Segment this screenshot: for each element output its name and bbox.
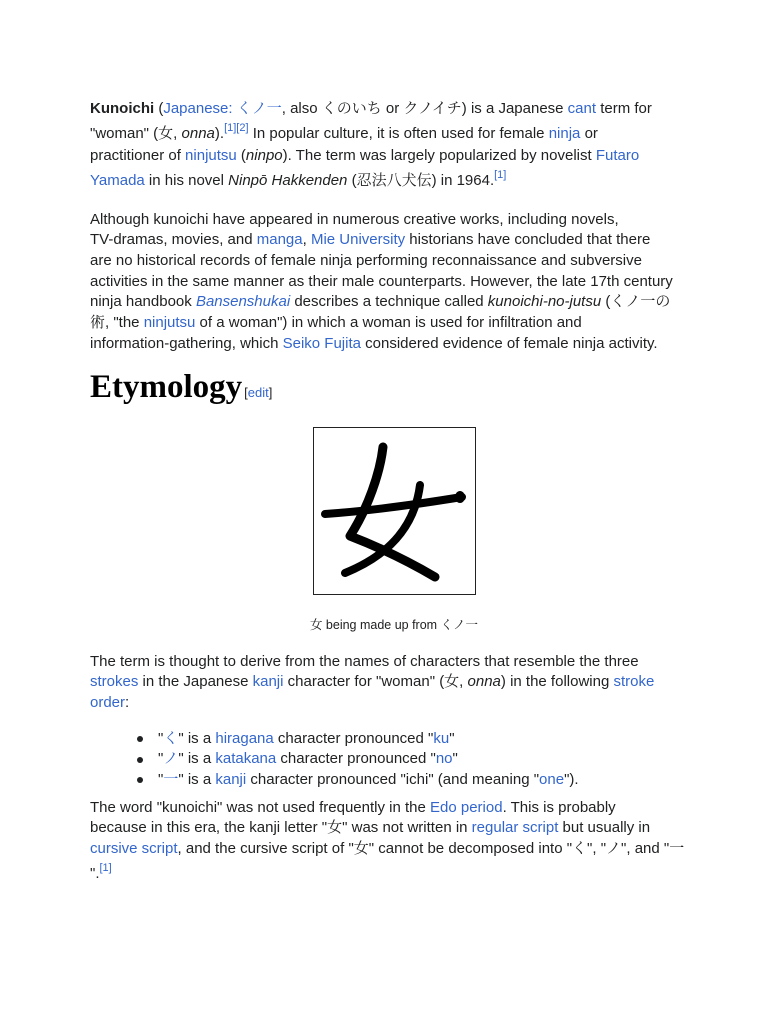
text-run: " xyxy=(452,750,458,768)
text-run: . This is probably xyxy=(502,798,616,816)
paragraph-etymology-lead xyxy=(90,652,654,714)
kanji-woman-drawing xyxy=(314,428,475,594)
text-line xyxy=(90,167,652,194)
link-ninjutsu[interactable]: ninjutsu xyxy=(143,314,196,332)
text-line xyxy=(90,119,652,146)
text-line xyxy=(90,693,654,714)
text-run: of a woman") in which a woman is used for infiltration and xyxy=(195,314,582,332)
link-kana[interactable]: ノ xyxy=(163,750,179,768)
text-line xyxy=(90,210,673,231)
link-regular-script[interactable]: regular script xyxy=(471,819,559,837)
citation-link[interactable]: [2] xyxy=(236,121,249,134)
text-run: or xyxy=(580,124,598,142)
italic-term: onna xyxy=(467,673,501,691)
text-line xyxy=(90,292,673,313)
article-subject: Kunoichi xyxy=(90,99,155,117)
text-line xyxy=(90,251,673,272)
link-kanji[interactable]: kanji xyxy=(215,771,247,789)
stroke-ichi-end xyxy=(455,491,465,503)
link-kana[interactable]: く xyxy=(163,729,179,747)
text-run: " xyxy=(158,750,164,768)
link-bansenshukai[interactable]: Bansenshukai xyxy=(195,293,291,311)
text-run: character pronounced " xyxy=(273,729,434,747)
text-run: "woman" (女, xyxy=(90,124,182,142)
text-run: character pronounced "ichi" (and meaning " xyxy=(246,771,540,789)
edit-link[interactable]: edit xyxy=(247,385,269,400)
link-hiragana[interactable]: hiragana xyxy=(215,729,274,747)
list-item xyxy=(158,749,579,770)
text-run: " is a xyxy=(178,729,216,747)
text-run: : xyxy=(125,694,130,712)
text-run: ninja handbook xyxy=(90,293,196,311)
text-line xyxy=(90,860,684,879)
text-run: considered evidence of female ninja activity. xyxy=(360,334,658,352)
text-run: describes a technique called xyxy=(290,293,488,311)
link-kana[interactable]: 一 xyxy=(163,771,179,789)
edit-bracket-close: ] xyxy=(268,385,273,400)
text-run: ". xyxy=(90,865,100,879)
italic-term: ninpo xyxy=(245,147,283,165)
text-run: " xyxy=(449,729,455,747)
text-run: ). The term was largely popularized by novelist xyxy=(282,147,596,165)
figure-image[interactable] xyxy=(313,427,476,595)
text-line xyxy=(90,839,684,860)
text-run: , xyxy=(302,231,311,249)
text-run: " xyxy=(158,771,164,789)
citation-link[interactable]: [1] xyxy=(494,169,507,182)
text-run: In popular culture, it is often used for female xyxy=(248,124,549,142)
link-manga[interactable]: manga xyxy=(256,231,303,249)
text-run: , and the cursive script of "女" cannot be decomposed into "く", "ノ", and "一 xyxy=(177,840,685,858)
figure-caption: 女 being made up from くノ一 xyxy=(309,618,479,632)
text-run: (くノ一の xyxy=(601,293,671,311)
list-item xyxy=(158,729,579,750)
text-run: practitioner of xyxy=(90,147,186,165)
text-run: "). xyxy=(564,771,579,789)
italic-term: onna xyxy=(181,124,215,142)
citation-link[interactable]: [1] xyxy=(99,862,112,874)
text-run: activities in the same manner as their male counterparts. However, the late 17th century xyxy=(90,272,673,290)
text-line xyxy=(90,99,652,120)
link-strokes[interactable]: strokes xyxy=(90,673,139,691)
link-futaro[interactable]: Futaro xyxy=(595,147,640,165)
text-run: The term is thought to derive from the names of characters that resemble the three xyxy=(90,652,639,670)
text-line xyxy=(90,818,684,839)
paragraph-history xyxy=(90,210,673,355)
link-katakana[interactable]: katakana xyxy=(215,750,277,768)
paragraph-intro xyxy=(90,99,652,194)
link-ku[interactable]: ku xyxy=(433,729,450,747)
text-line xyxy=(90,230,673,251)
text-run: in his novel xyxy=(144,172,229,190)
text-run: character pronounced " xyxy=(276,750,436,768)
text-run: ). xyxy=(214,124,225,142)
italic-term: kunoichi-no-jutsu xyxy=(487,293,602,311)
text-run: " is a xyxy=(178,750,216,768)
text-run: " xyxy=(158,729,164,747)
text-run: are no historical records of female ninja performing reconnaissance and subversive xyxy=(90,252,642,270)
text-run: ) in the following xyxy=(500,673,614,691)
strokes-list xyxy=(158,729,579,791)
link-stroke[interactable]: stroke xyxy=(613,673,655,691)
link-order[interactable]: order xyxy=(90,694,126,712)
text-line xyxy=(90,798,684,819)
text-run: term for xyxy=(596,99,652,117)
text-line xyxy=(90,146,652,167)
link-seiko-fujita[interactable]: Seiko Fujita xyxy=(282,334,361,352)
link-cant[interactable]: cant xyxy=(567,99,597,117)
link-yamada[interactable]: Yamada xyxy=(90,172,145,190)
text-run: " is a xyxy=(178,771,216,789)
stroke-ichi xyxy=(325,497,462,514)
link-mie-university[interactable]: Mie University xyxy=(310,231,406,249)
edit-bracket-open: [ xyxy=(244,385,248,400)
list-item xyxy=(158,770,579,791)
text-run: in the Japanese xyxy=(138,673,253,691)
text-run: historians have concluded that there xyxy=(405,231,651,249)
text-run: TV-dramas, movies, and xyxy=(90,231,257,249)
link-one[interactable]: one xyxy=(539,771,565,789)
text-run: ( xyxy=(154,99,164,117)
text-run: 術, "the xyxy=(90,314,144,332)
text-run: (忍法八犬伝) in 1964. xyxy=(347,172,495,190)
section-heading-etymology xyxy=(90,367,272,413)
link-ninja[interactable]: ninja xyxy=(548,124,581,142)
text-line xyxy=(90,652,654,673)
text-line xyxy=(90,313,673,334)
link-edo-period[interactable]: Edo period xyxy=(430,798,503,816)
text-line xyxy=(90,672,654,693)
text-run: Although kunoichi have appeared in numerous creative works, including novels, xyxy=(90,210,619,228)
edit-section xyxy=(244,385,272,400)
citation-link[interactable]: [1] xyxy=(224,121,237,134)
link-japanese[interactable]: Japanese: くノ一 xyxy=(163,99,282,117)
paragraph-edo-period xyxy=(90,798,684,879)
link-cursive-script[interactable]: cursive script xyxy=(90,840,178,858)
text-run: but usually in xyxy=(558,819,651,837)
text-run: because in this era, the kanji letter "女" was not written in xyxy=(90,819,472,837)
text-run: information-gathering, which xyxy=(90,334,283,352)
text-run: The word "kunoichi" was not used frequently in the xyxy=(90,798,431,816)
text-run: ( xyxy=(236,147,246,165)
text-run: , also くのいち or クノイチ) is a Japanese xyxy=(281,99,568,117)
link-no[interactable]: no xyxy=(435,750,453,768)
text-line xyxy=(90,334,673,355)
italic-term: Ninpō Hakkenden xyxy=(228,172,348,190)
heading-text: Etymology xyxy=(90,369,243,405)
link-kanji[interactable]: kanji xyxy=(252,673,284,691)
link-ninjutsu[interactable]: ninjutsu xyxy=(185,147,237,165)
text-run: character for "woman" (女, xyxy=(283,673,468,691)
text-line xyxy=(90,272,673,293)
